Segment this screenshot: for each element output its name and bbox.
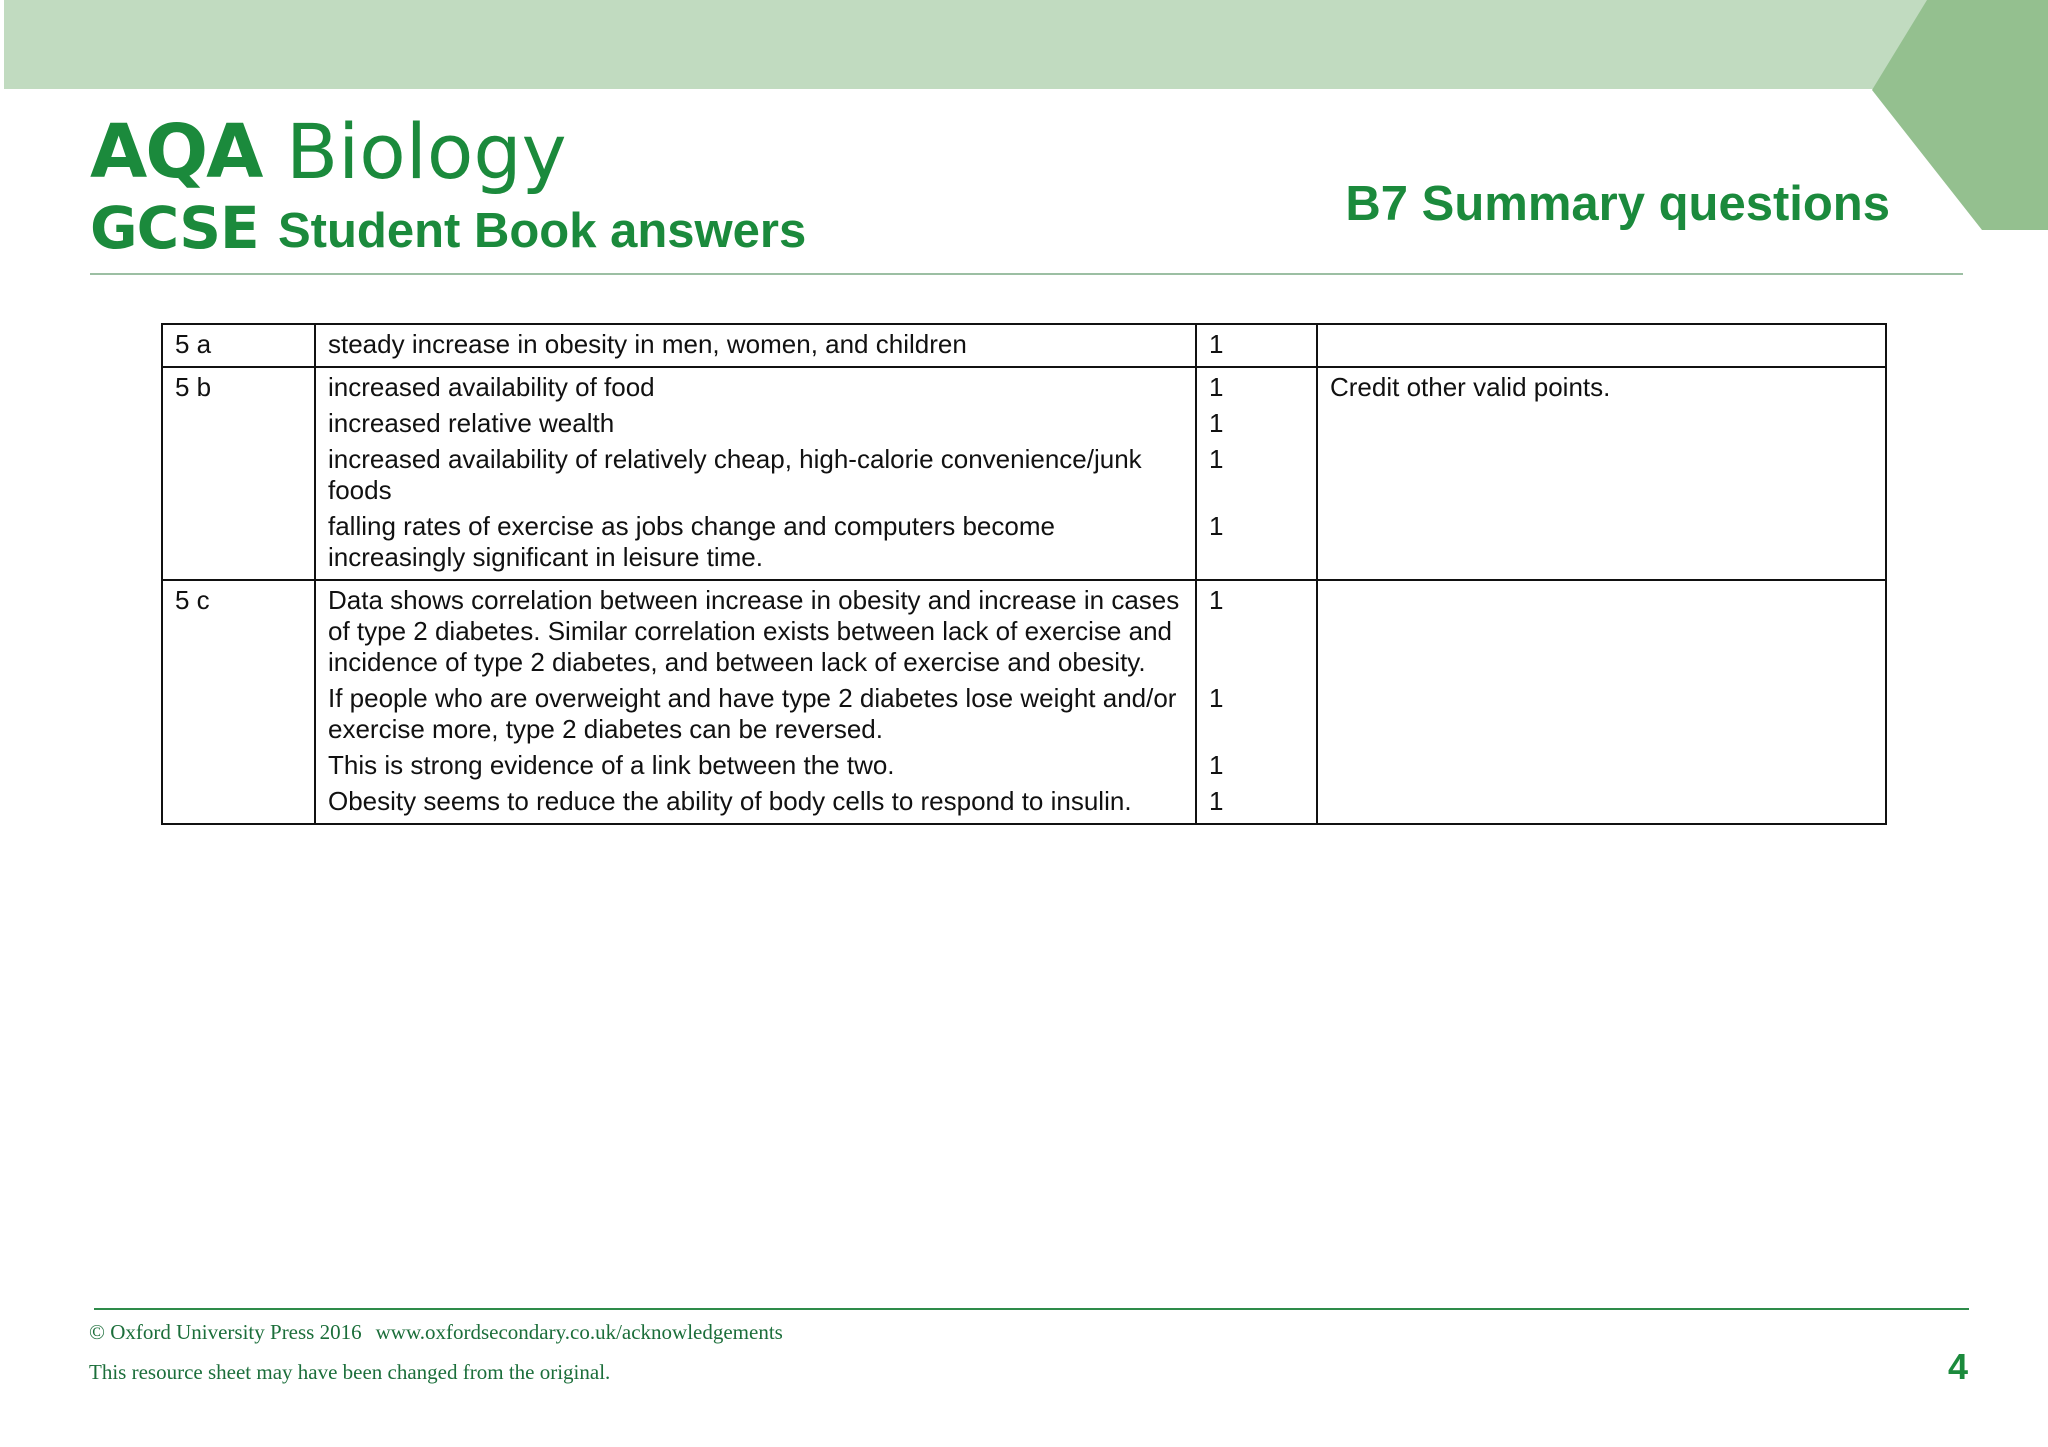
brand-aqa: AQA	[90, 109, 262, 195]
mark-value: 1	[1209, 585, 1224, 615]
mark-value: 1	[1209, 683, 1224, 713]
footer-divider	[94, 1308, 1969, 1310]
guidance-cell: Credit other valid points.	[1317, 367, 1886, 580]
marks-cell	[1196, 580, 1317, 824]
mark-value: 1	[1209, 786, 1224, 816]
answer-point: increased relative wealth	[328, 408, 615, 438]
answer-point: Data shows correlation between increase in obesity and increase in cases of type 2 diabetes. Similar correlation exists between lack of exercise and incidence of type 2 diabetes, and between lack of exercise and obesity.	[328, 585, 1180, 677]
answer-point: If people who are overweight and have type 2 diabetes lose weight and/or exercise more, type 2 diabetes can be reversed.	[328, 683, 1177, 744]
table-row	[162, 580, 1886, 824]
table-row	[162, 367, 1886, 580]
header-band	[4, 0, 1928, 89]
answers-table	[161, 323, 1887, 825]
answer-cell	[315, 367, 1196, 580]
answer-cell	[315, 580, 1196, 824]
brand-subject: Biology	[286, 107, 567, 196]
brand-gcse: GCSE	[90, 194, 259, 262]
question-number-cell: 5 a	[162, 324, 315, 367]
answer-point: This is strong evidence of a link between the two.	[328, 750, 895, 780]
marks-cell	[1196, 324, 1317, 367]
mark-value: 1	[1209, 750, 1224, 780]
header-corner-shape	[1872, 0, 2048, 230]
mark-value: 1	[1209, 408, 1224, 438]
mark-value: 1	[1209, 329, 1224, 359]
mark-value: 1	[1209, 372, 1224, 402]
page-title: B7 Summary questions	[1345, 177, 1890, 231]
copyright-text: © Oxford University Press 2016	[89, 1320, 362, 1344]
brand-subtitle: Student Book answers	[278, 204, 807, 258]
question-number-cell: 5 b	[162, 367, 315, 580]
answer-point: steady increase in obesity in men, women, and children	[328, 329, 967, 359]
mark-value: 1	[1209, 444, 1224, 474]
question-number-cell: 5 c	[162, 580, 315, 824]
acknowledgements-link[interactable]: www.oxfordsecondary.co.uk/acknowledgements	[375, 1320, 783, 1344]
guidance-cell	[1317, 324, 1886, 367]
answer-point: increased availability of food	[328, 372, 655, 402]
guidance-cell	[1317, 580, 1886, 824]
footer-note: This resource sheet may have been changed from the original.	[89, 1360, 611, 1384]
answer-cell	[315, 324, 1196, 367]
answer-point: increased availability of relatively cheap, high-calorie convenience/junk foods	[328, 444, 1142, 505]
answer-point: falling rates of exercise as jobs change and computers become increasingly significant in leisure time.	[328, 511, 1055, 572]
mark-value: 1	[1209, 511, 1224, 541]
footer-copyright	[89, 1320, 783, 1345]
page-number: 4	[1947, 1346, 1968, 1387]
marks-cell	[1196, 367, 1317, 580]
table-row	[162, 324, 1886, 367]
header-divider	[90, 273, 1963, 275]
answer-point: Obesity seems to reduce the ability of body cells to respond to insulin.	[328, 786, 1132, 816]
